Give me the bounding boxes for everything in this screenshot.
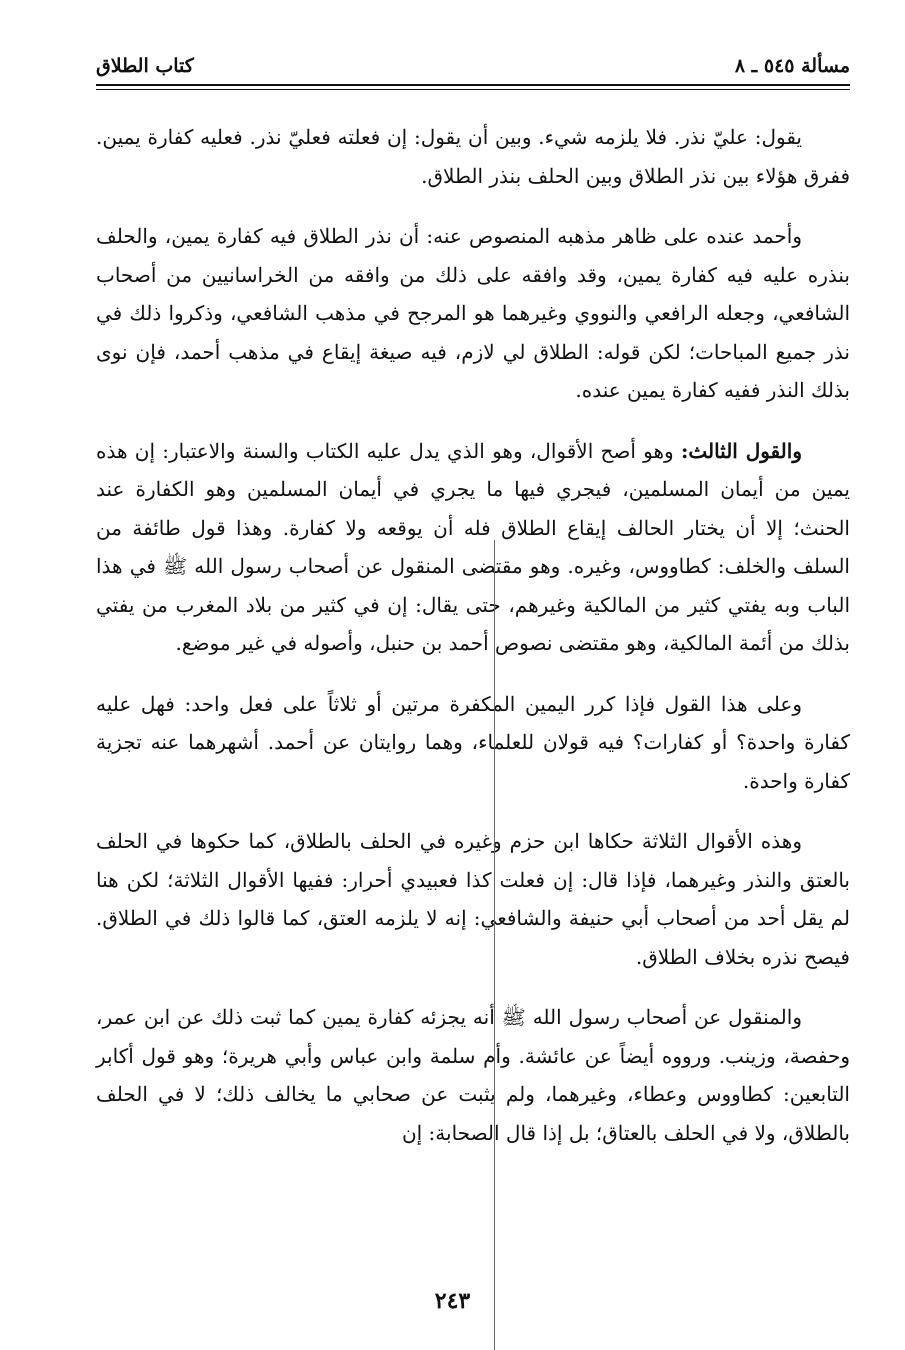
- paragraph-lead-heading: والقول الثالث:: [680, 438, 802, 463]
- header-rule-thin: [96, 89, 850, 90]
- paragraph-text: وأحمد عنده على ظاهر مذهبه المنصوص عنه: أن نذر الطلاق فيه كفارة يمين، والحلف بنذره عليه فيه كفارة يمين، وقد وافقه على ذلك من وافقه من الخراسانيين من أصحاب الشافعي، وجعله الرافعي والنووي وغيرهما هو المرجح في مذهب الشافعي، وذكروا ذلك في نذر جميع المباحات؛ لكن قوله: الطلاق لي لازم، فيه صيغة إيقاع في مذهب أحمد، فإن نوى بذلك النذر ففيه كفارة يمين عنده.: [96, 224, 850, 402]
- header-book-title: كتاب الطلاق: [96, 55, 194, 77]
- paragraph-4: [96, 685, 850, 801]
- header-rule-thick: [96, 84, 850, 86]
- paragraph-text: يقول: عليّ نذر. فلا يلزمه شيء. وبين أن يقول: إن فعلته فعليّ نذر. فعليه كفارة يمين. ففرق هؤلاء بين نذر الطلاق وبين الحلف بنذر الطلاق.: [96, 125, 850, 188]
- paragraph-text: والمنقول عن أصحاب رسول الله ﷺ أنه يجزئه كفارة يمين كما ثبت ذلك عن ابن عمر، وحفصة، وزينب. ورووه أيضاً عن عائشة. وأم سلمة وابن عباس وأبي هريرة؛ وهو قول أكابر التابعين: كطاووس وعطاء، وغيرهما، ولم يثبت عن صحابي ما يخالف ذلك؛ لا في الحلف بالطلاق، ولا في الحلف بالعتاق؛ بل إذا قال الصحابة: إن: [96, 1005, 850, 1145]
- page-number: ٢٤٣: [434, 1288, 471, 1314]
- page-body: [96, 118, 850, 1174]
- paragraph-5: [96, 822, 850, 976]
- paragraph-text: وهو أصح الأقوال، وهو الذي يدل عليه الكتاب والسنة والاعتبار: إن هذه يمين من أيمان المسلمين، فيجري فيها ما يجري في أيمان المسلمين وهو الكفارة عند الحنث؛ إلا أن يختار الحالف إيقاع الطلاق فله أن يوقعه ولا كفارة. وهذا قول طائفة من السلف والخلف: كطاووس، وغيره. وهو مقتضى المنقول عن أصحاب رسول الله ﷺ في هذا الباب وبه يفتي كثير من المالكية وغيرهم، حتى يقال: إن في كثير من بلاد المغرب من يفتي بذلك من أئمة المالكية، وهو مقتضى نصوص أحمد بن حنبل، وأصوله في غير موضع.: [96, 438, 850, 655]
- paragraph-1: [96, 118, 850, 195]
- paragraph-text: وهذه الأقوال الثلاثة حكاها ابن حزم وغيره في الحلف بالطلاق، كما حكوها في الحلف بالعتق والنذر وغيرهما، فإذا قال: إن فعلت كذا فعبيدي أحرار: ففيها الأقوال الثلاثة؛ لكن هنا لم يقل أحد من أصحاب أبي حنيفة والشافعي: إنه لا يلزمه العتق، كما قالوا ذلك في الطلاق. فيصح نذره بخلاف الطلاق.: [96, 829, 850, 969]
- running-header: [96, 50, 850, 82]
- paragraph-6: [96, 998, 850, 1152]
- scan-fold-line: [494, 540, 495, 1350]
- paragraph-text: وعلى هذا القول فإذا كرر اليمين المكفرة مرتين أو ثلاثاً على فعل واحد: فهل عليه كفارة واحدة؟ أو كفارات؟ فيه قولان للعلماء، وهما روايتان عن أحمد. أشهرهما عنه تجزية كفارة واحدة.: [96, 691, 850, 793]
- header-section-number: مسألة ٥٤٥ ـ ٨: [734, 55, 850, 77]
- paragraph-2: [96, 217, 850, 410]
- paragraph-3: [96, 432, 850, 663]
